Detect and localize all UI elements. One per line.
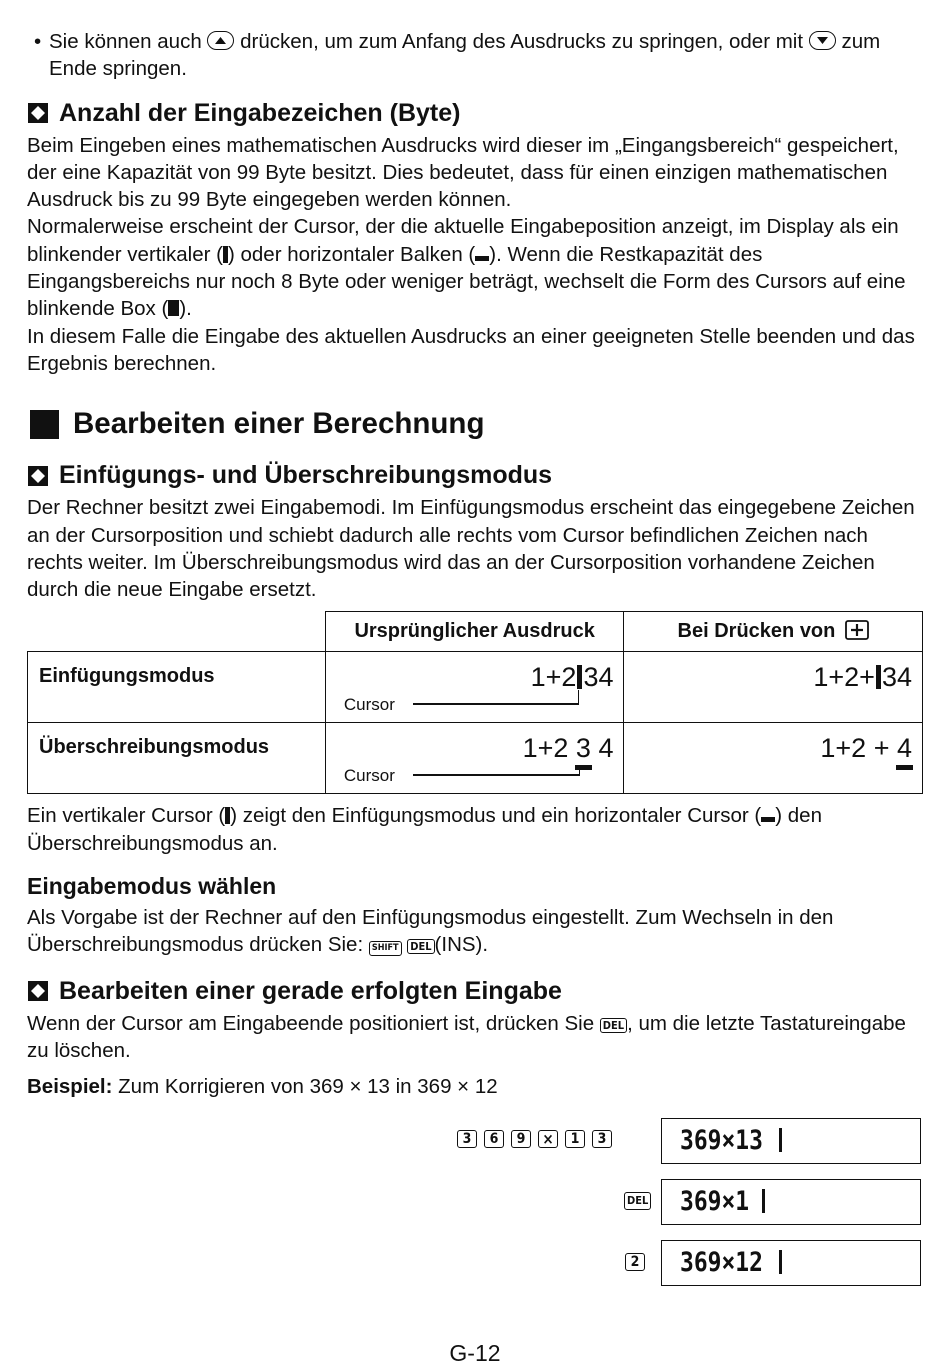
- original-expression: [523, 733, 614, 764]
- horizontal-cursor-icon: [761, 817, 775, 822]
- after-table-b: ) zeigt den Einfügungsmodus und ein horizontaler Cursor (: [230, 804, 762, 828]
- overwrite-cursor-char: 4: [896, 733, 912, 764]
- row-label: Überschreibungsmodus: [39, 736, 270, 759]
- display-cursor-icon: [779, 1250, 782, 1274]
- byte-para-2d: ).: [179, 297, 192, 321]
- byte-section-title: Anzahl der Eingabezeichen (Byte): [59, 98, 461, 127]
- edit-para-b: , um die letzte Tastatureingabe zu löschen.: [27, 1011, 906, 1062]
- byte-para-2a: Normalerweise erscheint der Cursor, der die aktuelle Eingabeposition anzeigt, im Display als ein blinkender vertikaler (: [27, 215, 899, 266]
- up-arrow-key-icon: [207, 31, 234, 50]
- main-section-title: Bearbeiten einer Berechnung: [73, 407, 485, 441]
- plus-key-icon: [845, 620, 869, 640]
- step-2-keys: [624, 1192, 651, 1210]
- step-1-keys: [457, 1130, 612, 1148]
- result-cell: [624, 652, 923, 723]
- del-key: DEL: [407, 939, 434, 954]
- select-mode-heading: Eingabemodus wählen: [27, 873, 277, 900]
- result-expression: [820, 733, 912, 764]
- mode-table: [27, 611, 923, 794]
- edit-para: [27, 1010, 923, 1065]
- edit-section-title: Bearbeiten einer gerade erfolgten Eingabe: [59, 976, 562, 1005]
- row-label: Einfügungsmodus: [39, 665, 215, 688]
- section-marker-icon: [27, 102, 49, 124]
- edit-para-a: Wenn der Cursor am Eingabeende positioniert ist, drücken Sie: [27, 1011, 595, 1035]
- byte-para-2: [27, 213, 923, 322]
- box-cursor-icon: [168, 300, 179, 316]
- example-line: [27, 1073, 923, 1100]
- intro-text-1: Sie können auch: [49, 30, 202, 53]
- mode-section-heading: [27, 461, 923, 490]
- mode-section-title: Einfügungs- und Überschreibungsmodus: [59, 461, 553, 490]
- section-marker-icon: [27, 980, 49, 1002]
- display-2: [661, 1179, 921, 1225]
- key-6: 6: [484, 1130, 504, 1148]
- cursor-pointer-line: [413, 703, 579, 705]
- select-mode-suffix: (INS).: [434, 933, 489, 957]
- overwrite-cursor-char: 3: [575, 733, 591, 764]
- table-row: [28, 723, 923, 794]
- byte-para-3: In diesem Falle die Eingabe des aktuellen Ausdrucks an einer geeigneten Stelle beenden und das Ergebnis berechnen.: [27, 324, 915, 375]
- intro-text-3: zum Ende springen.: [49, 30, 881, 81]
- display-cursor-icon: [762, 1189, 765, 1213]
- byte-para-2c: ). Wenn die Restkapazität des Eingangsbereichs nur noch 8 Byte oder weniger beträgt, wechselt die Form des Cursors auf eine blinkende Box (: [27, 242, 906, 321]
- display-3: [661, 1240, 921, 1286]
- insert-cursor-icon: [577, 665, 582, 689]
- table-row: [28, 652, 923, 723]
- edit-section-heading: [27, 977, 923, 1006]
- main-section-marker-icon: [30, 410, 59, 439]
- example-text: Zum Korrigieren von 369 × 13 in 369 × 12: [118, 1075, 498, 1099]
- byte-para-2b: ) oder horizontaler Balken (: [227, 242, 476, 266]
- row-label-cell: [28, 723, 326, 794]
- after-table-text: [27, 802, 923, 857]
- original-cell: [325, 723, 624, 794]
- expr-right: 4: [590, 733, 614, 764]
- key-2: 2: [625, 1253, 645, 1271]
- key-1: 1: [565, 1130, 585, 1148]
- row-label-cell: [28, 652, 326, 723]
- insert-cursor-icon: [876, 665, 881, 689]
- del-key: DEL: [600, 1018, 627, 1033]
- table-header-press-label: Bei Drücken von: [677, 620, 836, 643]
- expr-left: 1+2+: [813, 662, 875, 693]
- shift-key: SHIFT: [369, 941, 402, 956]
- intro-bullet: [30, 28, 923, 83]
- section-marker-icon: [27, 465, 49, 487]
- display-text: 369×13: [680, 1125, 763, 1156]
- original-cell: [325, 652, 624, 723]
- table-header-press: [624, 612, 923, 652]
- mode-para: Der Rechner besitzt zwei Eingabemodi. Im Einfügungsmodus erscheint das eingegebene Zeichen an der Cursorposition und schiebt dadurch alle rechts vom Cursor befindlichen Zeichen nach rechts weiter. Im Überschreibungsmodus wird das an der Cursorposition vorhandene Zeichen durch die neue Eingabe ersetzt.: [27, 496, 915, 602]
- result-cell: [624, 723, 923, 794]
- cursor-pointer-tick: [578, 690, 580, 705]
- expr-left: 1+2: [530, 662, 577, 693]
- cursor-pointer-line: [413, 774, 580, 776]
- key-3: 3: [457, 1130, 477, 1148]
- expr-left: 1+2 +: [820, 733, 897, 764]
- cursor-pointer-tick: [579, 765, 581, 776]
- key-9: 9: [511, 1130, 531, 1148]
- after-table-c: ) den Überschreibungsmodus an.: [27, 804, 822, 855]
- cursor-label: Cursor: [343, 695, 395, 715]
- display-cursor-icon: [779, 1128, 782, 1152]
- byte-para-1: Beim Eingeben eines mathematischen Ausdrucks wird dieser im „Eingangsbereich“ gespeichert, der eine Kapazität von 99 Byte besitzt. Dies bedeutet, dass für einen einzigen mathematischen Ausdruck bis zu 99 Byte eingegeben werden können.: [27, 133, 899, 212]
- select-mode-text: Als Vorgabe ist der Rechner auf den Einfügungsmodus eingestellt. Zum Wechseln in den Überschreibungsmodus drücken Sie:: [27, 906, 834, 957]
- table-header-original: Ursprünglicher Ausdruck: [325, 612, 624, 652]
- intro-text-2: drücken, um zum Anfang des Ausdrucks zu springen, oder mit: [240, 30, 804, 53]
- byte-section-heading: [27, 99, 923, 128]
- horizontal-cursor-icon: [475, 256, 489, 261]
- expr-right: 34: [583, 662, 614, 693]
- key-multiply: ×: [538, 1130, 558, 1148]
- main-section-heading: [27, 407, 923, 441]
- table-header-row: [28, 612, 923, 652]
- display-1: [661, 1118, 921, 1164]
- expr-left: 1+2: [522, 733, 576, 764]
- original-expression: [531, 662, 614, 693]
- bullet-dot: •: [34, 30, 42, 53]
- after-table-a: Ein vertikaler Cursor (: [27, 804, 226, 828]
- expr-right: 34: [881, 662, 912, 693]
- key-3: 3: [592, 1130, 612, 1148]
- page-number: G-12: [449, 1340, 501, 1366]
- table-header-empty: [28, 612, 326, 652]
- down-arrow-key-icon: [809, 31, 836, 50]
- result-expression: [813, 662, 912, 693]
- display-text: 369×1: [680, 1186, 750, 1217]
- cursor-label: Cursor: [343, 766, 395, 786]
- select-mode-para: [27, 904, 923, 959]
- example-label: Beispiel:: [27, 1075, 113, 1099]
- step-3-keys: [625, 1253, 645, 1271]
- display-text: 369×12: [680, 1247, 763, 1278]
- del-key: DEL: [624, 1192, 651, 1210]
